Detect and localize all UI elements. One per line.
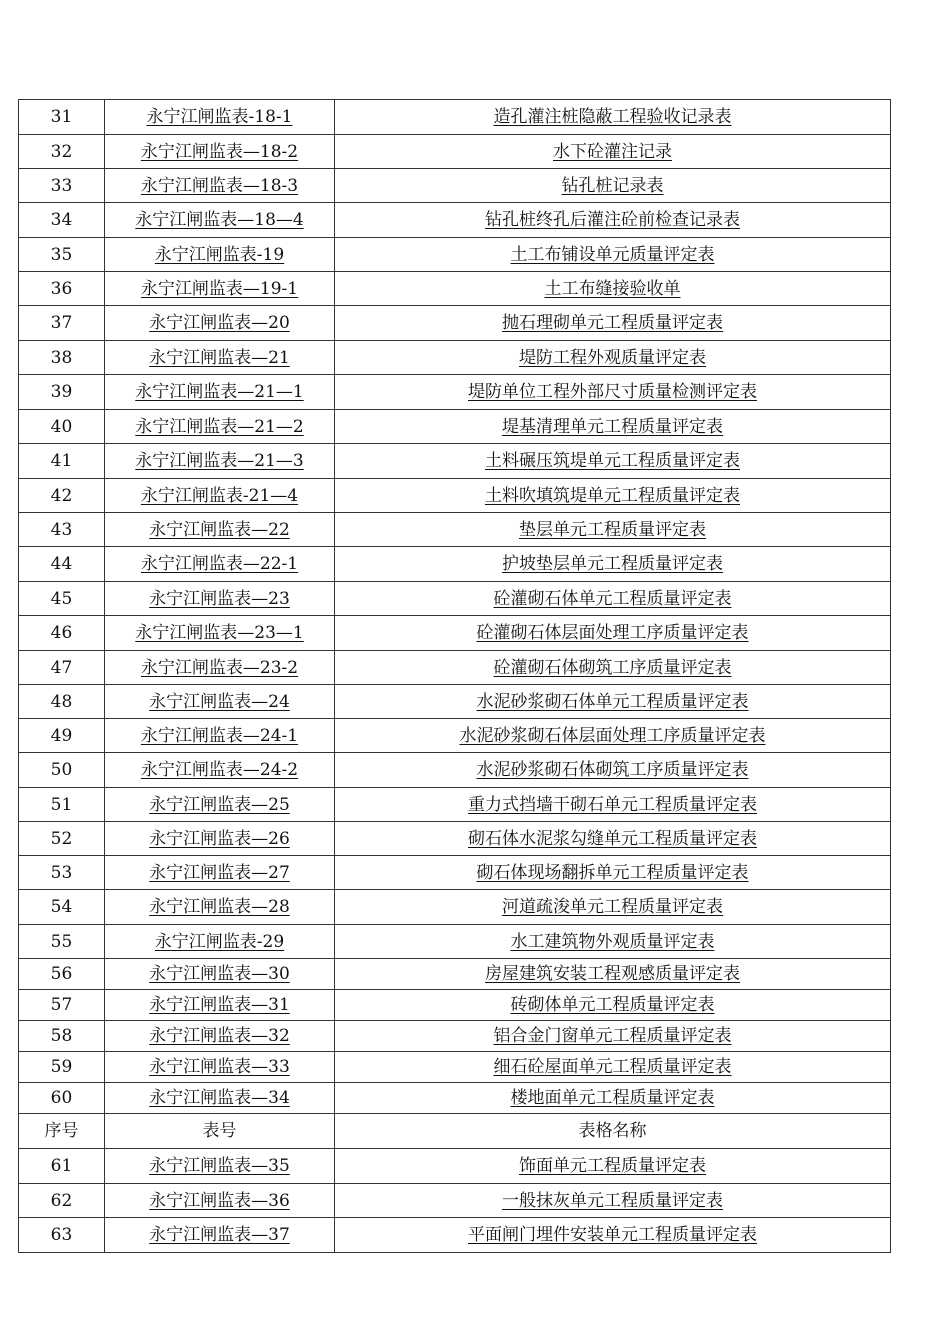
table-row <box>19 479 891 513</box>
form-name-link[interactable]: 土工布缝接验收单 <box>544 278 681 299</box>
form-name-cell <box>335 341 891 375</box>
form-code-cell <box>105 410 335 444</box>
row-number-cell: 43 <box>19 513 105 547</box>
table-row <box>19 238 891 272</box>
row-number-cell: 38 <box>19 341 105 375</box>
table-row <box>19 1218 891 1253</box>
form-code-cell <box>105 959 335 990</box>
form-code-link[interactable]: 永宁江闸监表—36 <box>149 1190 290 1211</box>
table-row <box>19 513 891 547</box>
form-name-link[interactable]: 护坡垫层单元工程质量评定表 <box>502 554 723 574</box>
row-number-cell: 60 <box>19 1083 105 1114</box>
form-name-link[interactable]: 堤防单位工程外部尺寸质量检测评定表 <box>468 382 757 402</box>
row-number-cell: 34 <box>19 203 105 238</box>
table-row <box>19 959 891 990</box>
form-name-cell <box>335 135 891 169</box>
form-code-cell <box>105 856 335 890</box>
form-name-link[interactable]: 堤基清理单元工程质量评定表 <box>502 416 723 437</box>
form-name-cell <box>335 444 891 479</box>
table-row <box>19 685 891 719</box>
header-code-cell: 表号 <box>105 1114 335 1149</box>
table-row <box>19 169 891 203</box>
table-row <box>19 856 891 890</box>
table-row <box>19 1149 891 1184</box>
form-code-link[interactable]: 永宁江闸监表—18-3 <box>140 175 299 196</box>
form-code-cell <box>105 1218 335 1253</box>
table-row <box>19 375 891 410</box>
form-name-cell <box>335 788 891 822</box>
row-number-cell: 58 <box>19 1021 105 1052</box>
form-code-link[interactable]: 永宁江闸监表—31 <box>149 995 290 1015</box>
form-name-link[interactable]: 钻孔桩记录表 <box>561 175 664 196</box>
form-name-cell <box>335 582 891 616</box>
form-code-cell <box>105 788 335 822</box>
row-number-cell: 53 <box>19 856 105 890</box>
form-code-cell <box>105 513 335 547</box>
row-number-cell: 46 <box>19 616 105 651</box>
row-number-cell: 57 <box>19 990 105 1021</box>
form-code-link[interactable]: 永宁江闸监表—25 <box>149 794 290 815</box>
form-name-cell <box>335 1083 891 1114</box>
table-row <box>19 1021 891 1052</box>
form-code-cell <box>105 306 335 341</box>
row-number-cell: 39 <box>19 375 105 410</box>
form-code-link[interactable]: 永宁江闸监表—21—3 <box>135 451 304 471</box>
form-code-cell <box>105 1149 335 1184</box>
form-name-link[interactable]: 垫层单元工程质量评定表 <box>519 519 706 540</box>
form-name-link[interactable]: 细石砼屋面单元工程质量评定表 <box>493 1057 732 1077</box>
table-header-row <box>19 1114 891 1149</box>
form-name-link[interactable]: 水泥砂浆砌石体单元工程质量评定表 <box>476 691 749 712</box>
form-name-cell <box>335 856 891 890</box>
table-row <box>19 925 891 959</box>
row-number-cell: 35 <box>19 238 105 272</box>
form-code-cell <box>105 341 335 375</box>
row-number-cell: 44 <box>19 547 105 582</box>
table-row <box>19 306 891 341</box>
form-name-link[interactable]: 楼地面单元工程质量评定表 <box>510 1088 715 1108</box>
form-code-link[interactable]: 永宁江闸监表—30 <box>149 964 290 984</box>
form-name-link[interactable]: 砌石体水泥浆勾缝单元工程质量评定表 <box>468 828 757 849</box>
form-name-cell <box>335 203 891 238</box>
form-name-cell <box>335 925 891 959</box>
form-code-cell <box>105 238 335 272</box>
row-number-cell: 50 <box>19 753 105 788</box>
form-code-link[interactable]: 永宁江闸监表—18-2 <box>140 141 299 162</box>
table-row <box>19 582 891 616</box>
table-row <box>19 100 891 135</box>
form-code-link[interactable]: 永宁江闸监表—23—1 <box>135 623 304 643</box>
form-name-link[interactable]: 砼灌砌石体砌筑工序质量评定表 <box>493 657 732 678</box>
form-name-link[interactable]: 砼灌砌石体层面处理工序质量评定表 <box>476 623 749 643</box>
form-name-cell <box>335 616 891 651</box>
form-code-link[interactable]: 永宁江闸监表—33 <box>149 1057 290 1077</box>
header-name-cell: 表格名称 <box>335 1114 891 1149</box>
form-code-cell <box>105 1052 335 1083</box>
form-index-table <box>18 99 891 1253</box>
form-code-link[interactable]: 永宁江闸监表-21—4 <box>140 485 299 506</box>
form-name-cell <box>335 753 891 788</box>
form-code-link[interactable]: 永宁江闸监表—18—4 <box>135 210 304 230</box>
table-row <box>19 1083 891 1114</box>
form-code-link[interactable]: 永宁江闸监表—26 <box>149 828 290 849</box>
table-header-group <box>19 1114 891 1149</box>
form-name-cell <box>335 959 891 990</box>
row-number-cell: 63 <box>19 1218 105 1253</box>
form-code-link[interactable]: 永宁江闸监表—27 <box>149 862 290 883</box>
form-name-cell <box>335 272 891 306</box>
table-row <box>19 1052 891 1083</box>
table-row <box>19 822 891 856</box>
form-code-link[interactable]: 永宁江闸监表—22-1 <box>140 554 299 574</box>
form-code-cell <box>105 651 335 685</box>
form-code-cell <box>105 822 335 856</box>
table-row <box>19 203 891 238</box>
table-row <box>19 135 891 169</box>
form-code-link[interactable]: 永宁江闸监表—34 <box>149 1088 290 1108</box>
form-name-link[interactable]: 水泥砂浆砌石体层面处理工序质量评定表 <box>459 725 766 746</box>
row-number-cell: 33 <box>19 169 105 203</box>
form-code-link[interactable]: 永宁江闸监表-18-1 <box>146 107 293 127</box>
table-row <box>19 1184 891 1218</box>
form-code-cell <box>105 135 335 169</box>
form-name-cell <box>335 990 891 1021</box>
row-number-cell: 56 <box>19 959 105 990</box>
form-name-cell <box>335 238 891 272</box>
form-name-cell <box>335 651 891 685</box>
form-code-link[interactable]: 永宁江闸监表-19 <box>154 244 285 265</box>
row-number-cell: 51 <box>19 788 105 822</box>
form-name-cell <box>335 169 891 203</box>
form-name-cell <box>335 1052 891 1083</box>
form-name-cell <box>335 547 891 582</box>
form-name-link[interactable]: 水泥砂浆砌石体砌筑工序质量评定表 <box>476 760 749 780</box>
form-name-cell <box>335 890 891 925</box>
form-name-link[interactable]: 平面闸门埋件安装单元工程质量评定表 <box>468 1225 757 1245</box>
row-number-cell: 37 <box>19 306 105 341</box>
form-name-link[interactable]: 砖砌体单元工程质量评定表 <box>510 995 715 1015</box>
form-code-link[interactable]: 永宁江闸监表-29 <box>154 931 285 952</box>
row-number-cell: 40 <box>19 410 105 444</box>
row-number-cell: 42 <box>19 479 105 513</box>
form-name-cell <box>335 822 891 856</box>
form-name-cell <box>335 513 891 547</box>
table-body-lower <box>19 1149 891 1253</box>
form-name-link[interactable]: 铝合金门窗单元工程质量评定表 <box>493 1026 732 1046</box>
row-number-cell: 32 <box>19 135 105 169</box>
form-code-link[interactable]: 永宁江闸监表—23 <box>149 588 290 609</box>
table-row <box>19 547 891 582</box>
form-name-cell <box>335 1149 891 1184</box>
form-code-cell <box>105 1184 335 1218</box>
form-code-cell <box>105 990 335 1021</box>
form-name-cell <box>335 1184 891 1218</box>
form-code-cell <box>105 375 335 410</box>
row-number-cell: 47 <box>19 651 105 685</box>
form-code-link[interactable]: 永宁江闸监表—22 <box>149 519 290 540</box>
row-number-cell: 61 <box>19 1149 105 1184</box>
form-name-link[interactable]: 房屋建筑安装工程观感质量评定表 <box>485 964 740 984</box>
table-row <box>19 890 891 925</box>
form-name-link[interactable]: 钻孔桩终孔后灌注砼前检查记录表 <box>485 210 740 230</box>
form-code-link[interactable]: 永宁江闸监表—24-1 <box>140 725 299 746</box>
form-name-link[interactable]: 一般抹灰单元工程质量评定表 <box>502 1190 723 1211</box>
form-name-link[interactable]: 土工布铺设单元质量评定表 <box>510 244 715 265</box>
form-code-cell <box>105 1021 335 1052</box>
form-name-link[interactable]: 水下砼灌注记录 <box>553 141 672 162</box>
form-code-cell <box>105 272 335 306</box>
form-code-cell <box>105 479 335 513</box>
form-code-cell <box>105 719 335 753</box>
form-code-cell <box>105 753 335 788</box>
table-row <box>19 341 891 375</box>
header-seq-cell: 序号 <box>19 1114 105 1149</box>
table-row <box>19 788 891 822</box>
row-number-cell: 48 <box>19 685 105 719</box>
form-name-link[interactable]: 堤防工程外观质量评定表 <box>519 347 706 368</box>
form-code-cell <box>105 582 335 616</box>
row-number-cell: 49 <box>19 719 105 753</box>
row-number-cell: 36 <box>19 272 105 306</box>
table-row <box>19 444 891 479</box>
table-row <box>19 272 891 306</box>
form-name-link[interactable]: 饰面单元工程质量评定表 <box>519 1156 706 1176</box>
table-row <box>19 719 891 753</box>
table-body-upper <box>19 100 891 1114</box>
form-code-link[interactable]: 永宁江闸监表—21—1 <box>135 382 304 402</box>
row-number-cell: 41 <box>19 444 105 479</box>
form-name-cell <box>335 685 891 719</box>
form-code-link[interactable]: 永宁江闸监表—20 <box>149 313 290 333</box>
form-name-link[interactable]: 砌石体现场翻拆单元工程质量评定表 <box>476 862 749 883</box>
table-row <box>19 651 891 685</box>
form-code-link[interactable]: 永宁江闸监表—28 <box>149 897 290 917</box>
form-code-link[interactable]: 永宁江闸监表—35 <box>149 1156 290 1176</box>
row-number-cell: 31 <box>19 100 105 135</box>
form-code-cell <box>105 169 335 203</box>
form-code-link[interactable]: 永宁江闸监表—21—2 <box>135 416 304 437</box>
form-code-link[interactable]: 永宁江闸监表—24-2 <box>140 760 299 780</box>
table-row <box>19 990 891 1021</box>
form-name-cell <box>335 306 891 341</box>
form-name-link[interactable]: 重力式挡墙干砌石单元工程质量评定表 <box>468 794 757 815</box>
form-code-link[interactable]: 永宁江闸监表—21 <box>149 347 290 368</box>
table-row <box>19 410 891 444</box>
form-name-cell <box>335 479 891 513</box>
form-name-link[interactable]: 造孔灌注桩隐蔽工程验收记录表 <box>493 107 732 127</box>
form-code-cell <box>105 444 335 479</box>
form-name-link[interactable]: 河道疏浚单元工程质量评定表 <box>502 897 723 917</box>
row-number-cell: 45 <box>19 582 105 616</box>
form-code-cell <box>105 925 335 959</box>
form-code-cell <box>105 100 335 135</box>
form-code-cell <box>105 1083 335 1114</box>
row-number-cell: 62 <box>19 1184 105 1218</box>
form-code-cell <box>105 547 335 582</box>
form-code-cell <box>105 203 335 238</box>
row-number-cell: 59 <box>19 1052 105 1083</box>
form-name-cell <box>335 719 891 753</box>
row-number-cell: 52 <box>19 822 105 856</box>
form-name-cell <box>335 410 891 444</box>
form-code-link[interactable]: 永宁江闸监表—23-2 <box>140 657 299 678</box>
form-name-link[interactable]: 土料吹填筑堤单元工程质量评定表 <box>485 485 740 506</box>
form-code-cell <box>105 890 335 925</box>
row-number-cell: 54 <box>19 890 105 925</box>
form-code-link[interactable]: 永宁江闸监表—32 <box>149 1026 290 1046</box>
table-row <box>19 616 891 651</box>
table-row <box>19 753 891 788</box>
form-name-link[interactable]: 抛石理砌单元工程质量评定表 <box>502 313 723 333</box>
form-code-cell <box>105 616 335 651</box>
form-name-link[interactable]: 土料碾压筑堤单元工程质量评定表 <box>485 451 740 471</box>
row-number-cell: 55 <box>19 925 105 959</box>
form-code-link[interactable]: 永宁江闸监表—19-1 <box>140 278 299 299</box>
form-name-cell <box>335 1021 891 1052</box>
form-name-link[interactable]: 水工建筑物外观质量评定表 <box>510 931 715 952</box>
form-code-link[interactable]: 永宁江闸监表—24 <box>149 691 290 712</box>
form-name-cell <box>335 100 891 135</box>
form-name-cell <box>335 1218 891 1253</box>
form-name-link[interactable]: 砼灌砌石体单元工程质量评定表 <box>493 588 732 609</box>
form-name-cell <box>335 375 891 410</box>
form-code-link[interactable]: 永宁江闸监表—37 <box>149 1225 290 1245</box>
form-code-cell <box>105 685 335 719</box>
